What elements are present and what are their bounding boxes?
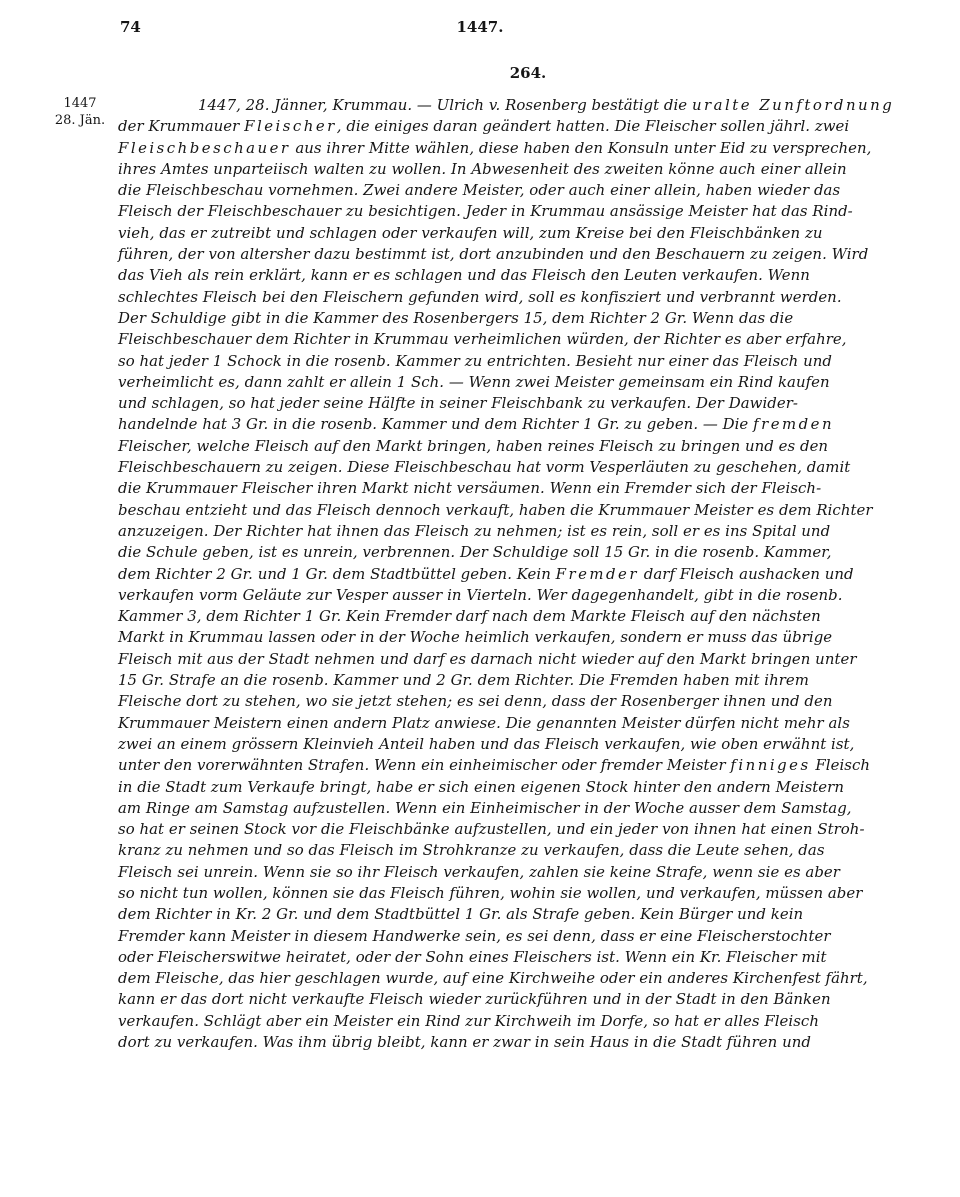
text-segment: Kammer 3, dem Richter 1 Gr. Kein Fremder darf nach dem Markte Fleisch auf den nächsten [118, 607, 821, 626]
text-line [118, 627, 912, 648]
text-segment: Fleischer, welche Fleisch auf den Markt bringen, haben reines Fleisch zu bringen und es den [118, 436, 829, 455]
text-segment: dem Fleische, das hier geschlagen wurde, auf eine Kirchweihe oder ein anderes Kirchenfest fährt, [118, 969, 868, 988]
text-segment: unter den vorerwähnten Strafen. Wenn ein einheimischer oder fremder Meister [118, 756, 731, 775]
text-line [118, 436, 912, 457]
text-segment: Fleisch der Fleischbeschauer zu besichtigen. Jeder in Krummau ansässige Meister hat das Rind- [118, 202, 853, 221]
text-line [118, 947, 912, 968]
text-line [118, 926, 912, 947]
text-line [118, 95, 912, 116]
text-line [118, 329, 912, 350]
text-segment: in die Stadt zum Verkaufe bringt, habe er sich einen eigenen Stock hinter den andern Meistern [118, 777, 844, 796]
text-line [118, 180, 912, 201]
text-line [118, 670, 912, 691]
text-line [118, 457, 912, 478]
text-segment: am Ringe am Samstag aufzustellen. Wenn ein Einheimischer in der Woche ausser dem Samstag, [118, 798, 852, 817]
spaced-emphasis: fremden [753, 415, 835, 434]
text-line [118, 904, 912, 925]
text-segment: Fleischbeschauer dem Richter in Krummau verheimlichen würden, der Richter es aber erfahre, [118, 330, 847, 349]
text-segment: darf Fleisch aushacken und [639, 564, 854, 583]
text-segment: die Krummauer Fleischer ihren Markt nicht versäumen. Wenn ein Fremder sich der Fleisch- [118, 479, 822, 498]
text-segment: der Krummauer [118, 117, 245, 136]
text-segment: dem Richter in Kr. 2 Gr. und dem Stadtbüttel 1 Gr. als Strafe geben. Kein Bürger und kein [118, 905, 804, 924]
text-line [118, 1011, 912, 1032]
text-line [118, 308, 912, 329]
text-line [118, 691, 912, 712]
text-line [118, 201, 912, 222]
text-line [118, 862, 912, 883]
text-line [118, 1032, 912, 1053]
text-line [118, 819, 912, 840]
text-line [118, 138, 912, 159]
text-segment: Krummauer Meistern einen andern Platz anwiese. Die genannten Meister dürfen nicht mehr als [118, 713, 850, 732]
text-segment: Fleische dort zu stehen, wo sie jetzt stehen; es sei denn, dass der Rosenberger ihnen und den [118, 692, 833, 711]
text-segment: kann er das dort nicht verkaufte Fleisch wieder zurückführen und in der Stadt in den Bänken [118, 990, 831, 1009]
text-segment: beschau entzieht und das Fleisch dennoch verkauft, haben die Krummauer Meister es dem Richter [118, 500, 873, 519]
text-segment: 1447, 28. Jänner, Krummau. — Ulrich v. Rosenberg bestätigt die [198, 96, 692, 114]
text-line [118, 159, 912, 180]
text-line [118, 351, 912, 372]
text-segment: führen, der von altersher dazu bestimmt ist, dort anzubinden und den Beschauern zu zeigen. Wird [118, 245, 869, 264]
text-line [118, 116, 912, 137]
text-line [118, 223, 912, 244]
text-segment: dem Richter 2 Gr. und 1 Gr. dem Stadtbüttel geben. Kein [118, 564, 556, 583]
spaced-emphasis: Fleischbeschauer [118, 138, 291, 157]
text-line [118, 542, 912, 563]
text-line [118, 649, 912, 670]
margin-note-date [48, 95, 112, 129]
spaced-emphasis: Fremder [555, 564, 639, 583]
text-segment: Fleischbeschauern zu zeigen. Diese Fleischbeschau hat vorm Vesperläuten zu geschehen, damit [118, 458, 851, 477]
text-line [118, 755, 912, 776]
text-segment: die Schule geben, ist es unrein, verbrennen. Der Schuldige soll 15 Gr. in die rosenb. Kammer, [118, 543, 832, 562]
text-segment: so hat jeder 1 Schock in die rosenb. Kammer zu entrichten. Besieht nur einer das Fleisch und [118, 351, 832, 370]
text-line [118, 521, 912, 542]
spaced-emphasis: uralte Zunftordnung [691, 96, 895, 114]
text-line [118, 777, 912, 798]
text-segment: Fleisch sei unrein. Wenn sie so ihr Fleisch verkaufen, zahlen sie keine Strafe, wenn sie es aber [118, 862, 840, 881]
text-segment: Der Schuldige gibt in die Kammer des Rosenbergers 15, dem Richter 2 Gr. Wenn das die [118, 308, 794, 327]
text-segment: so hat er seinen Stock vor die Fleischbänke aufzustellen, und ein jeder von ihnen hat einen Stroh- [118, 820, 865, 839]
text-segment: zwei an einem grössern Kleinvieh Anteil haben und das Fleisch verkaufen, wie oben erwähnt ist, [118, 734, 855, 753]
text-line [118, 478, 912, 499]
text-segment: das Vieh als rein erklärt, kann er es schlagen und das Fleisch den Leuten verkaufen. Wenn [118, 266, 810, 285]
text-line [118, 414, 912, 435]
text-segment: Markt in Krummau lassen oder in der Woche heimlich verkaufen, sondern er muss das übrige [118, 628, 833, 647]
text-segment: die Fleischbeschau vornehmen. Zwei andere Meister, oder auch einer allein, haben wieder das [118, 181, 841, 200]
text-segment: Fleisch mit aus der Stadt nehmen und darf es darnach nicht wieder auf den Markt bringen unter [118, 649, 857, 668]
text-line [118, 265, 912, 286]
document-body [118, 95, 912, 1053]
text-line [118, 564, 912, 585]
text-segment: Fleisch [810, 756, 870, 775]
document-number: 264. [509, 64, 547, 82]
text-line [118, 500, 912, 521]
text-segment: verheimlicht es, dann zahlt er allein 1 Sch. — Wenn zwei Meister gemeinsam ein Rind kaufen [118, 372, 830, 391]
text-segment: kranz zu nehmen und so das Fleisch im Strohkranze zu verkaufen, dass die Leute sehen, das [118, 841, 825, 860]
spaced-emphasis: finniges [730, 756, 811, 775]
text-segment: vieh, das er zutreibt und schlagen oder verkaufen will, zum Kreise bei den Fleischbänken zu [118, 223, 823, 242]
text-segment: ihres Amtes unparteiisch walten zu wollen. In Abwesenheit des zweiten könne auch einer allein [118, 159, 847, 178]
text-segment: aus ihrer Mitte wählen, diese haben den Konsuln unter Eid zu versprechen, [290, 138, 872, 157]
text-line [118, 883, 912, 904]
text-segment: oder Fleischerswitwe heiratet, oder der Sohn eines Fleischers ist. Wenn ein Kr. Fleischer mit [118, 947, 827, 966]
page-number: 74 [120, 18, 141, 36]
text-line [118, 713, 912, 734]
text-line [118, 840, 912, 861]
text-line [118, 393, 912, 414]
spaced-emphasis: Fleischer [244, 117, 337, 136]
text-segment: , die einiges daran geändert hatten. Die Fleischer sollen jährl. zwei [336, 117, 850, 136]
text-segment: verkaufen vorm Geläute zur Vesper ausser in Vierteln. Wer dagegenhandelt, gibt in die rosenb. [118, 585, 843, 604]
text-segment: 15 Gr. Strafe an die rosenb. Kammer und 2 Gr. dem Richter. Die Fremden haben mit ihrem [118, 671, 809, 690]
text-segment: handelnde hat 3 Gr. in die rosenb. Kammer und dem Richter 1 Gr. zu geben. — Die [118, 415, 754, 434]
text-line [118, 734, 912, 755]
text-segment: anzuzeigen. Der Richter hat ihnen das Fleisch zu nehmen; ist es rein, soll er es ins Spital und [118, 521, 831, 540]
text-segment: dort zu verkaufen. Was ihm übrig bleibt, kann er zwar in sein Haus in die Stadt führen und [118, 1033, 811, 1052]
text-line [118, 989, 912, 1010]
text-line [118, 372, 912, 393]
running-head: 1447. [456, 18, 504, 36]
text-line [118, 606, 912, 627]
text-line [118, 968, 912, 989]
margin-note-year: 1447 [63, 96, 97, 111]
text-line [118, 287, 912, 308]
text-segment: und schlagen, so hat jeder seine Hälfte in seiner Fleischbank zu verkaufen. Der Dawider- [118, 394, 798, 413]
text-segment: Fremder kann Meister in diesem Handwerke sein, es sei denn, dass er eine Fleischerstochter [118, 926, 831, 945]
text-segment: verkaufen. Schlägt aber ein Meister ein Rind zur Kirchweih im Dorfe, so hat er alles Fleisch [118, 1011, 819, 1030]
text-line [118, 798, 912, 819]
text-segment: so nicht tun wollen, können sie das Fleisch führen, wohin sie wollen, und verkaufen, müssen aber [118, 883, 863, 902]
text-line [118, 585, 912, 606]
margin-note-day: 28. Jän. [54, 113, 106, 128]
text-line [118, 244, 912, 265]
text-segment: schlechtes Fleisch bei den Fleischern gefunden wird, soll es konfisziert und verbrannt werden. [118, 287, 842, 306]
